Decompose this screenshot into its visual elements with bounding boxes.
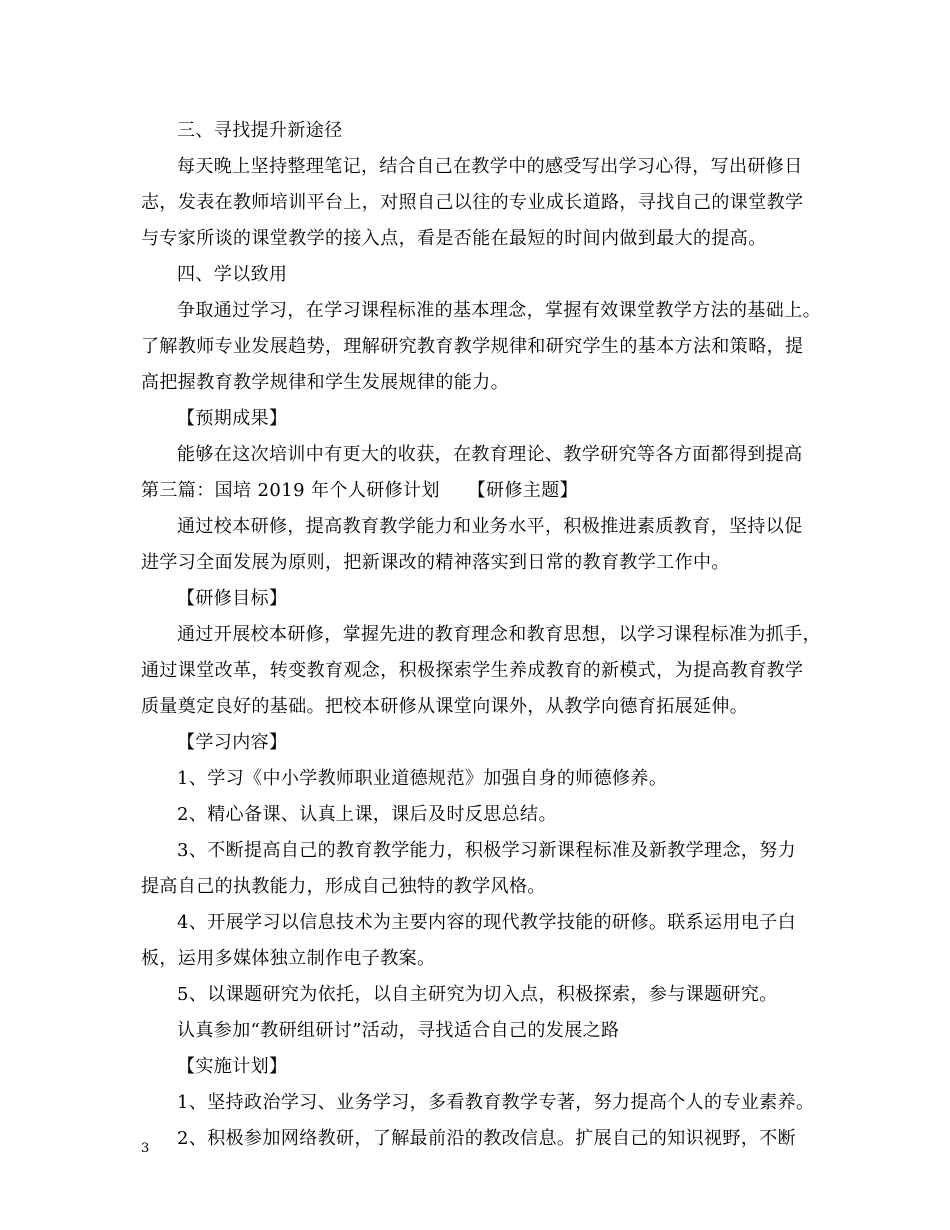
paragraph-line: 通过课堂改革，转变教育观念，积极探索学生养成教育的新模式，为提高教育教学 <box>141 660 804 681</box>
list-item: 4、开展学习以信息技术为主要内容的现代教学技能的研修。联系运用电子白 <box>177 912 797 933</box>
paragraph-line: 争取通过学习，在学习课程标准的基本理念，掌握有效课堂教学方法的基础上。 <box>177 300 821 321</box>
section-heading: 【研修目标】 <box>177 588 288 609</box>
paragraph-line: 志，发表在教师培训平台上，对照自己以往的专业成长道路，寻找自己的课堂教学 <box>141 192 804 213</box>
paragraph-line: 能够在这次培训中有更大的收获，在教育理论、教学研究等各方面都得到提高 <box>177 444 803 465</box>
paragraph-line: 质量奠定良好的基础。把校本研修从课堂向课外，从教学向德育拓展延伸。 <box>141 696 749 717</box>
paragraph-line: 高把握教育教学规律和学生发展规律的能力。 <box>141 372 509 393</box>
list-item: 1、学习《中小学教师职业道德规范》加强自身的师德修养。 <box>177 768 668 789</box>
paragraph-line: 进学习全面发展为原则，把新课改的精神落实到日常的教育教学工作中。 <box>141 552 730 573</box>
paragraph-line: 认真参加“教研组研讨”活动，寻找适合自己的发展之路 <box>177 1020 620 1041</box>
paragraph-line: 每天晚上坚持整理笔记，结合自己在教学中的感受写出学习心得，写出研修日 <box>177 156 803 177</box>
paragraph-line: 了解教师专业发展趋势，理解研究教育教学规律和研究学生的基本方法和策略，提 <box>141 336 804 357</box>
section-heading: 【学习内容】 <box>177 732 288 753</box>
list-item: 2、精心备课、认真上课，课后及时反思总结。 <box>177 804 557 825</box>
list-item: 5、以课题研究为依托，以自主研究为切入点，积极探索，参与课题研究。 <box>177 984 778 1005</box>
paragraph-line: 通过开展校本研修，掌握先进的教育理念和教育思想，以学习课程标准为抓手， <box>177 624 821 645</box>
list-item-continuation: 提高自己的执教能力，形成自己独特的教学风格。 <box>141 876 546 897</box>
section-heading: 三、寻找提升新途径 <box>177 120 343 141</box>
list-item: 1、坚持政治学习、业务学习，多看教育教学专著，努力提高个人的专业素养。 <box>177 1092 815 1113</box>
paragraph-line: 通过校本研修，提高教育教学能力和业务水平，积极推进素质教育，坚持以促 <box>177 516 803 537</box>
section-heading: 四、学以致用 <box>177 264 288 285</box>
paragraph-line: 与专家所谈的课堂教学的接入点，看是否能在最短的时间内做到最大的提高。 <box>141 228 767 249</box>
list-item-continuation: 板，运用多媒体独立制作电子教案。 <box>141 948 436 969</box>
list-item: 3、不断提高自己的教育教学能力，积极学习新课程标准及新教学理念，努力 <box>177 840 797 861</box>
list-item: 2、积极参加网络教研，了解最前沿的教改信息。扩展自己的知识视野，不断 <box>177 1128 797 1149</box>
section-heading: 【实施计划】 <box>177 1056 288 1077</box>
section-heading: 【预期成果】 <box>177 408 288 429</box>
chapter-title: 第三篇：国培 2019 年个人研修计划 【研修主题】 <box>141 480 579 501</box>
page-number: 3 <box>141 1141 150 1156</box>
